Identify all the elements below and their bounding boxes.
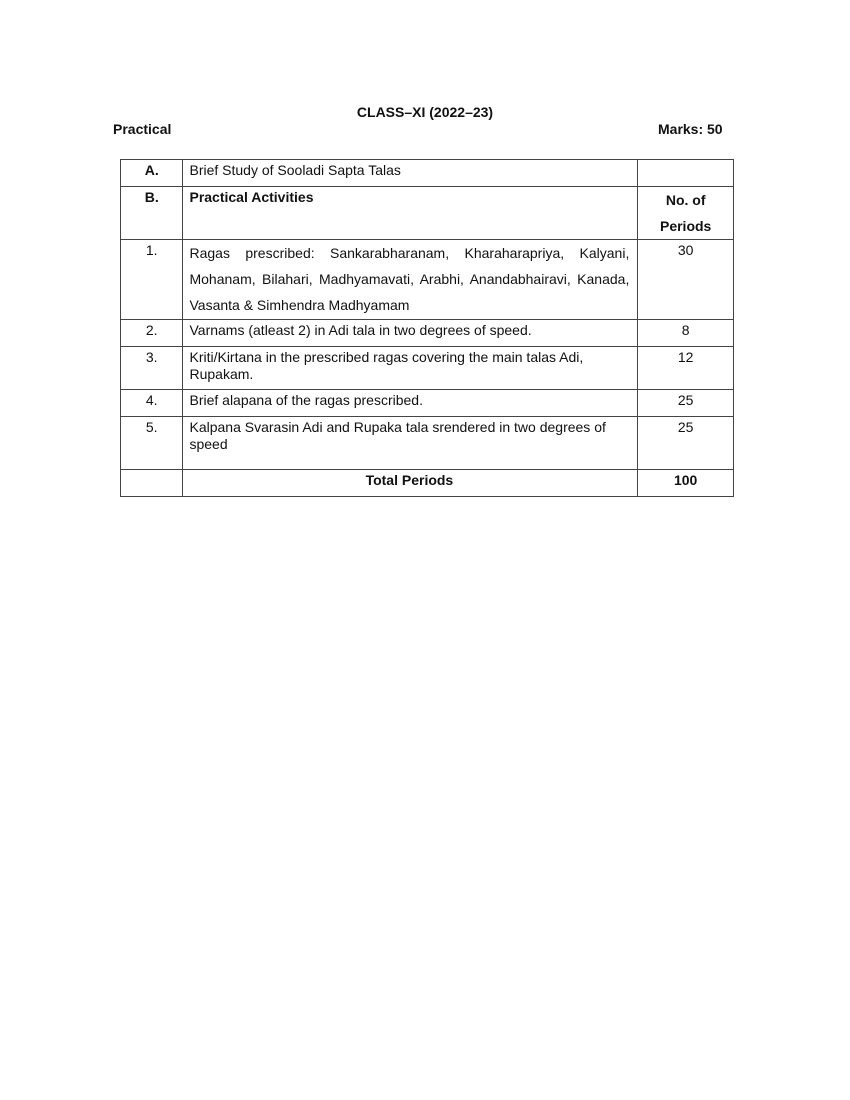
- table-row: [121, 160, 734, 187]
- row-number: 3.: [121, 347, 183, 390]
- row-number: 5.: [121, 417, 183, 470]
- row-periods: 30: [638, 240, 734, 320]
- total-label: Total Periods: [183, 470, 638, 497]
- row-periods: 12: [638, 347, 734, 390]
- section-label: Practical: [113, 121, 172, 137]
- table-header-row: [121, 187, 734, 240]
- table-row: [121, 390, 734, 417]
- column-header-activity: Practical Activities: [183, 187, 638, 240]
- marks-label: Marks: 50: [658, 121, 723, 137]
- table-row: [121, 347, 734, 390]
- total-blank-cell: [121, 470, 183, 497]
- row-number: 2.: [121, 320, 183, 347]
- table-total-row: [121, 470, 734, 497]
- syllabus-table: [120, 159, 734, 497]
- table-row: [121, 417, 734, 470]
- row-activity: Brief Study of Sooladi Sapta Talas: [183, 160, 638, 187]
- row-activity: Ragas prescribed: Sankarabharanam, Kharaharapriya, Kalyani, Mohanam, Bilahari, Madhyamavati, Arabhi, Anandabhairavi, Kanada, Vasanta & Simhendra Madhyamam: [183, 240, 638, 320]
- row-number: 4.: [121, 390, 183, 417]
- row-activity: Varnams (atleast 2) in Adi tala in two degrees of speed.: [183, 320, 638, 347]
- column-header-periods: No. of Periods: [638, 187, 734, 240]
- row-periods: 25: [638, 390, 734, 417]
- row-activity: Brief alapana of the ragas prescribed.: [183, 390, 638, 417]
- row-periods: 25: [638, 417, 734, 470]
- row-activity: Kalpana Svarasin Adi and Rupaka tala srendered in two degrees of speed: [183, 417, 638, 470]
- page-title: CLASS–XI (2022–23): [356, 104, 494, 120]
- row-periods: 8: [638, 320, 734, 347]
- row-periods: [638, 160, 734, 187]
- table-row: [121, 240, 734, 320]
- row-activity: Kriti/Kirtana in the prescribed ragas covering the main talas Adi, Rupakam.: [183, 347, 638, 390]
- row-number: B.: [121, 187, 183, 240]
- table-row: [121, 320, 734, 347]
- row-number: 1.: [121, 240, 183, 320]
- total-value: 100: [638, 470, 734, 497]
- row-number: A.: [121, 160, 183, 187]
